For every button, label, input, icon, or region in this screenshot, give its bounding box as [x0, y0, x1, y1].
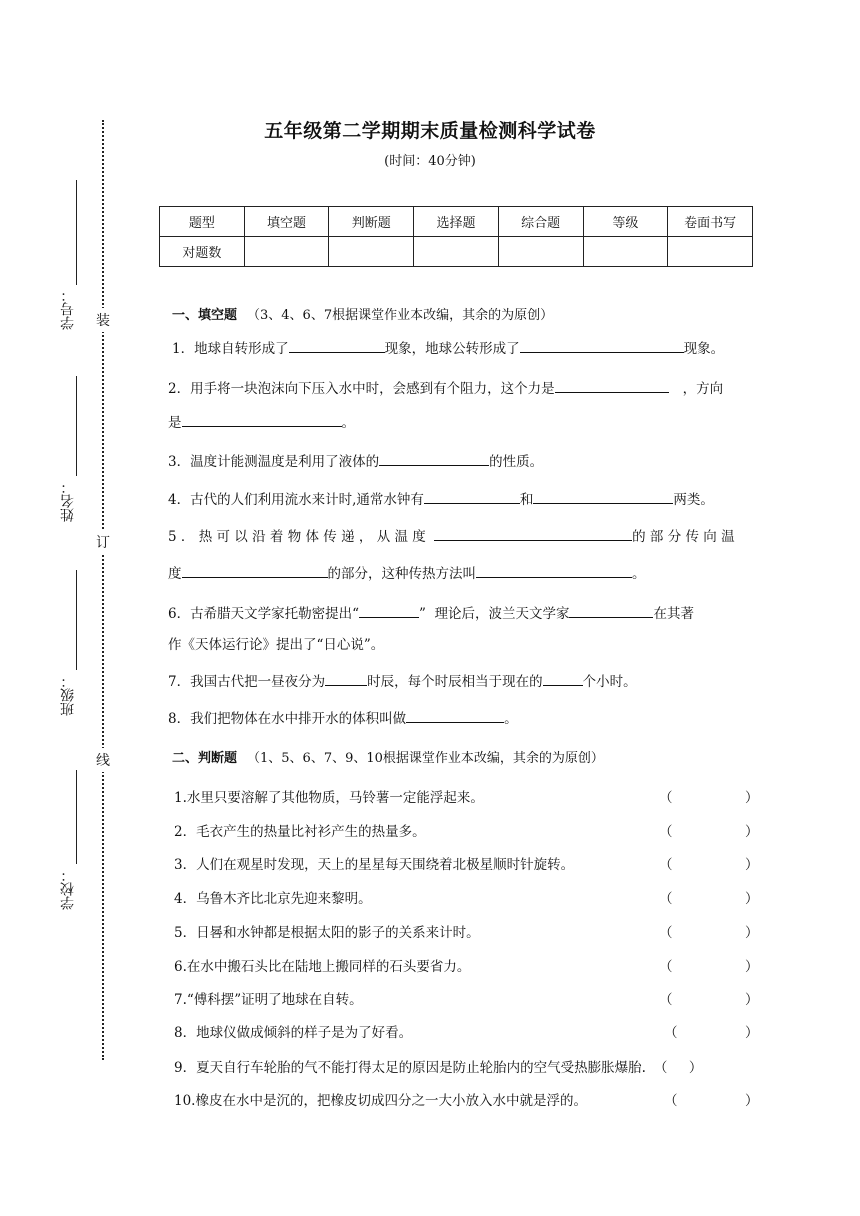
- answer-blank[interactable]: [406, 709, 504, 723]
- answer-paren-close: ）: [745, 824, 759, 840]
- class-label: 班级：: [60, 674, 76, 716]
- question-fill-2-cont: [168, 413, 758, 432]
- question-fill-5-cont: [168, 564, 758, 583]
- binding-char-ding: 订: [96, 530, 110, 554]
- question-text: 7．我国古代把一昼夜分为: [168, 674, 326, 690]
- school-line: [76, 770, 77, 864]
- student-name-line: [76, 376, 77, 476]
- score-cell[interactable]: [498, 237, 583, 267]
- question-text: 和: [519, 492, 534, 508]
- question-judge-4: 4．乌鲁木齐比北京先迎来黎明。: [174, 891, 372, 907]
- score-row-label: 对题数: [160, 237, 245, 267]
- question-text: 。: [504, 711, 518, 727]
- student-id-line: [76, 180, 77, 285]
- question-text: 作《天体运行论》提出了“日心说”。: [168, 637, 385, 653]
- school-label: 学校：: [60, 868, 76, 910]
- section-title: 二、判断题: [172, 751, 238, 766]
- question-text: 9．夏天自行车轮胎的气不能打得太足的原因是防止轮胎内的空气受热膨胀爆胎.: [174, 1060, 646, 1076]
- question-fill-2: [168, 379, 758, 398]
- question-fill-3: [168, 452, 758, 471]
- answer-blank[interactable]: [182, 564, 328, 578]
- question-text: 个小时。: [582, 674, 637, 690]
- score-header-cell: 卷面书写: [668, 207, 753, 237]
- answer-blank[interactable]: [379, 452, 489, 466]
- question-text: 现象。: [683, 341, 725, 357]
- question-judge-1: 1.水里只要溶解了其他物质，马铃薯一定能浮起来。: [174, 790, 484, 806]
- question-text: 的性质。: [489, 454, 544, 470]
- answer-blank[interactable]: [289, 339, 385, 353]
- question-judge-2: 2．毛衣产生的热量比衬衫产生的热量多。: [174, 824, 426, 840]
- score-cell[interactable]: [329, 237, 414, 267]
- binding-char-xian: 线: [96, 748, 110, 772]
- question-judge-8: 8．地球仪做成倾斜的样子是为了好看。: [174, 1025, 413, 1041]
- score-header-cell: 填空题: [244, 207, 329, 237]
- question-fill-4: [168, 490, 758, 509]
- answer-blank[interactable]: [359, 604, 419, 618]
- question-text: 6．古希腊天文学家托勒密提出“: [168, 606, 359, 622]
- question-text: 的部分，这种传热方法叫: [327, 566, 476, 582]
- question-fill-8: [168, 709, 758, 728]
- answer-blank[interactable]: [434, 527, 632, 541]
- exam-title: 五年级第二学期期末质量检测科学试卷: [264, 120, 596, 142]
- student-id-field[interactable]: [58, 180, 92, 330]
- answer-blank[interactable]: [543, 672, 583, 686]
- question-text: 4．古代的人们利用流水来计时,通常水钟有: [168, 492, 424, 508]
- student-name-label: 姓名：: [60, 480, 76, 522]
- answer-paren-close: ）: [745, 992, 759, 1008]
- score-table-header-row: [160, 207, 753, 237]
- score-cell[interactable]: [668, 237, 753, 267]
- section-note: （1、5、6、7、9、10根据课堂作业本改编，其余的为原创）: [247, 751, 604, 766]
- question-text: 是: [168, 415, 182, 431]
- binding-char-zhuang: 装: [96, 308, 110, 332]
- score-header-cell: 判断题: [329, 207, 414, 237]
- answer-paren-open[interactable]: （: [664, 1093, 678, 1109]
- answer-blank[interactable]: [476, 564, 632, 578]
- question-text: 时辰，每个时辰相当于现在的: [367, 674, 543, 690]
- question-text: 在其著: [653, 606, 694, 622]
- answer-paren-open[interactable]: （: [664, 1025, 678, 1041]
- answer-paren[interactable]: （ ）: [653, 1060, 703, 1076]
- answer-paren-open[interactable]: （: [659, 925, 673, 941]
- answer-paren-open[interactable]: （: [659, 790, 673, 806]
- exam-time: (时间：40分钟): [384, 154, 476, 169]
- answer-blank[interactable]: [424, 490, 520, 504]
- question-text: 现象，地球公转形成了: [384, 341, 520, 357]
- answer-blank[interactable]: [533, 490, 673, 504]
- answer-blank[interactable]: [555, 379, 669, 393]
- question-text: 5．热可以沿着物体传递，从温度: [168, 529, 431, 545]
- class-line: [76, 570, 77, 670]
- section-note: （3、4、6、7根据课堂作业本改编，其余的为原创）: [247, 308, 554, 323]
- question-text: 的部分传向温: [632, 529, 739, 545]
- answer-paren-open[interactable]: （: [659, 992, 673, 1008]
- section-fill-blank-heading: [172, 304, 553, 323]
- question-text: 两类。: [673, 492, 714, 508]
- answer-paren-close: ）: [745, 857, 759, 873]
- question-text: 8．我们把物体在水中排开水的体积叫做: [168, 711, 407, 727]
- question-fill-1: [172, 339, 762, 358]
- question-text: ，方向: [682, 381, 724, 397]
- school-field[interactable]: [58, 770, 92, 910]
- answer-paren-open[interactable]: （: [659, 857, 673, 873]
- question-fill-6: [168, 604, 758, 623]
- answer-paren-close: ）: [745, 790, 759, 806]
- question-fill-5: [168, 527, 758, 546]
- score-header-cell: 选择题: [414, 207, 499, 237]
- score-header-cell: 等级: [583, 207, 668, 237]
- answer-paren-open[interactable]: （: [659, 891, 673, 907]
- student-name-field[interactable]: [58, 376, 92, 526]
- question-fill-6-cont: [168, 636, 758, 654]
- answer-paren-close: ）: [745, 1093, 759, 1109]
- question-text: 。: [341, 415, 355, 431]
- answer-paren-close: ）: [745, 891, 759, 907]
- answer-paren-close: ）: [745, 1025, 759, 1041]
- answer-paren-open[interactable]: （: [659, 959, 673, 975]
- section-true-false-heading: [172, 747, 604, 766]
- answer-blank[interactable]: [569, 604, 653, 618]
- class-field[interactable]: [58, 570, 92, 720]
- question-text: ” 理论后，波兰天文学家: [419, 606, 570, 622]
- question-judge-6: 6.在水中搬石头比在陆地上搬同样的石头要省力。: [174, 959, 471, 975]
- question-text: 3．温度计能测温度是利用了液体的: [168, 454, 380, 470]
- answer-paren-open[interactable]: （: [659, 824, 673, 840]
- question-text: 。: [632, 566, 646, 582]
- answer-blank[interactable]: [325, 672, 367, 686]
- question-text: 1．地球自转形成了: [172, 341, 289, 357]
- question-judge-9: [174, 1056, 702, 1076]
- score-table-count-row: [160, 237, 753, 267]
- score-cell[interactable]: [414, 237, 499, 267]
- question-judge-5: 5．日晷和水钟都是根据太阳的影子的关系来计时。: [174, 925, 480, 941]
- score-table: [159, 206, 753, 267]
- answer-paren-close: ）: [745, 959, 759, 975]
- section-title: 一、填空题: [172, 308, 238, 323]
- answer-paren-close: ）: [745, 925, 759, 941]
- question-text: 度: [168, 566, 182, 582]
- answer-blank[interactable]: [520, 339, 684, 353]
- question-fill-7: [168, 672, 758, 691]
- score-header-cell: 综合题: [498, 207, 583, 237]
- score-cell[interactable]: [244, 237, 329, 267]
- score-header-cell: 题型: [160, 207, 245, 237]
- score-cell[interactable]: [583, 237, 668, 267]
- question-text: 2．用手将一块泡沫向下压入水中时，会感到有个阻力，这个力是: [168, 381, 555, 397]
- question-judge-10: 10.橡皮在水中是沉的，把橡皮切成四分之一大小放入水中就是浮的。: [174, 1093, 587, 1109]
- binding-dotted-line: [102, 120, 104, 1060]
- answer-blank[interactable]: [182, 413, 342, 427]
- question-judge-3: 3．人们在观星时发现，天上的星星每天围绕着北极星顺时针旋转。: [174, 857, 575, 873]
- question-judge-7: 7.“傅科摆”证明了地球在自转。: [174, 992, 363, 1008]
- student-id-label: 学号：: [60, 288, 76, 330]
